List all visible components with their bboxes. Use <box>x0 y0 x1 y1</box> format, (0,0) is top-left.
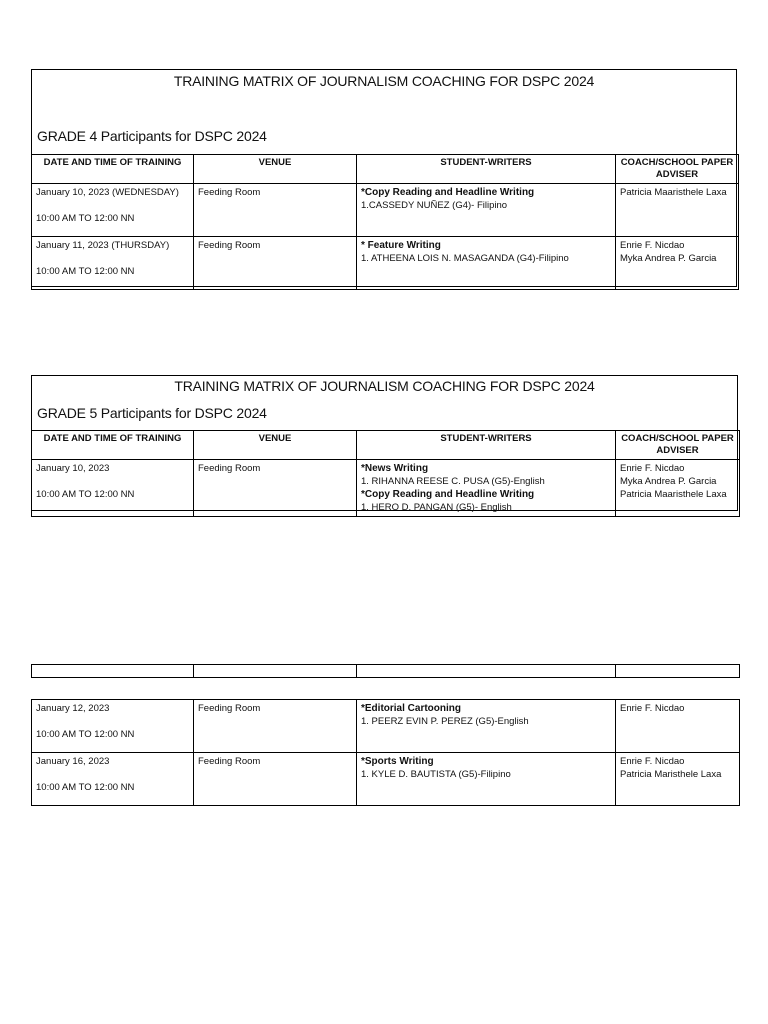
header-venue: VENUE <box>194 431 357 460</box>
header-date: DATE AND TIME OF TRAINING <box>32 431 194 460</box>
time-text: 10:00 AM TO 12:00 NN <box>36 489 135 500</box>
time-text: 10:00 AM TO 12:00 NN <box>36 782 135 793</box>
table-row <box>32 237 739 290</box>
grade5-matrix-title: TRAINING MATRIX OF JOURNALISM COACHING FOR DSPC 2024 <box>174 378 595 394</box>
header-coach: COACH/SCHOOL PAPER ADVISER <box>616 431 740 460</box>
venue-cell: Feeding Room <box>194 700 357 753</box>
venue-cell: Feeding Room <box>194 753 357 806</box>
coach-cell <box>616 184 739 237</box>
category-label: *Editorial Cartooning <box>361 703 461 714</box>
coach-cell <box>616 460 740 517</box>
grade4-heading: GRADE 4 Participants for DSPC 2024 <box>37 128 267 144</box>
date-cell <box>32 753 194 806</box>
date-text: January 10, 2023 (WEDNESDAY) <box>36 187 179 198</box>
date-text: January 16, 2023 <box>36 756 110 767</box>
empty-row <box>32 665 740 678</box>
date-cell <box>32 184 194 237</box>
date-cell <box>32 237 194 290</box>
time-text: 10:00 AM TO 12:00 NN <box>36 213 135 224</box>
grade5-continued-table <box>31 699 740 806</box>
category-label: *Copy Reading and Headline Writing <box>361 187 535 198</box>
time-text: 10:00 AM TO 12:00 NN <box>36 266 135 277</box>
table-row <box>32 700 740 753</box>
header-venue: VENUE <box>194 155 357 184</box>
coach-name: Enrie F. Nicdao <box>620 756 685 767</box>
writers-cell <box>357 460 616 517</box>
table-row <box>32 460 740 517</box>
date-cell <box>32 700 194 753</box>
student-name: 1. ATHEENA LOIS N. MASAGANDA (G4)-Filipino <box>361 253 569 264</box>
writers-cell <box>357 237 616 290</box>
coach-name: Enrie F. Nicdao <box>620 463 685 474</box>
coach-name: Patricia Maristhele Laxa <box>620 769 722 780</box>
coach-name: Enrie F. Nicdao <box>620 240 685 251</box>
header-coach: COACH/SCHOOL PAPER ADVISER <box>616 155 739 184</box>
student-name: 1. RIHANNA REESE C. PUSA (G5)-English <box>361 476 545 487</box>
coach-cell <box>616 700 740 753</box>
header-writers: STUDENT-WRITERS <box>357 155 616 184</box>
coach-name: Myka Andrea P. Garcia <box>620 476 717 487</box>
grade4-header-row <box>32 155 739 184</box>
grade5-heading: GRADE 5 Participants for DSPC 2024 <box>37 405 267 421</box>
coach-cell <box>616 753 740 806</box>
empty-cell <box>616 665 740 678</box>
category-label: * Feature Writing <box>361 240 441 251</box>
grade4-table <box>31 154 739 290</box>
writers-cell <box>357 753 616 806</box>
table-row <box>32 184 739 237</box>
category-label: *News Writing <box>361 463 429 474</box>
date-cell <box>32 460 194 517</box>
venue-cell: Feeding Room <box>194 184 357 237</box>
grade4-matrix-title: TRAINING MATRIX OF JOURNALISM COACHING FOR DSPC 2024 <box>173 73 595 89</box>
date-text: January 12, 2023 <box>36 703 110 714</box>
venue-cell: Feeding Room <box>194 237 357 290</box>
student-name: 1. PEERZ EVIN P. PEREZ (G5)-English <box>361 716 529 727</box>
empty-row-strip <box>31 664 740 678</box>
student-name: 1. KYLE D. BAUTISTA (G5)-Filipino <box>361 769 511 780</box>
student-name: 1.CASSEDY NUÑEZ (G4)- Filipino <box>361 200 508 211</box>
empty-cell <box>32 665 194 678</box>
category-label: *Copy Reading and Headline Writing <box>361 489 535 500</box>
grade5-header-row <box>32 431 740 460</box>
venue-cell: Feeding Room <box>194 460 357 517</box>
empty-cell <box>194 665 357 678</box>
coach-cell <box>616 237 739 290</box>
table-row <box>32 753 740 806</box>
grade5-table <box>31 430 740 517</box>
coach-name: Enrie F. Nicdao <box>620 703 685 714</box>
category-label: *Sports Writing <box>361 756 434 767</box>
coach-name: Patricia Maaristhele Laxa <box>620 489 727 500</box>
writers-cell <box>357 184 616 237</box>
date-text: January 10, 2023 <box>36 463 110 474</box>
student-name: 1. HERO D. PANGAN (G5)- English <box>361 502 512 513</box>
coach-name: Myka Andrea P. Garcia <box>620 253 717 264</box>
writers-cell <box>357 700 616 753</box>
header-date: DATE AND TIME OF TRAINING <box>32 155 194 184</box>
time-text: 10:00 AM TO 12:00 NN <box>36 729 135 740</box>
empty-cell <box>357 665 616 678</box>
coach-name: Patricia Maaristhele Laxa <box>620 187 727 198</box>
date-text: January 11, 2023 (THURSDAY) <box>36 240 170 251</box>
header-writers: STUDENT-WRITERS <box>357 431 616 460</box>
